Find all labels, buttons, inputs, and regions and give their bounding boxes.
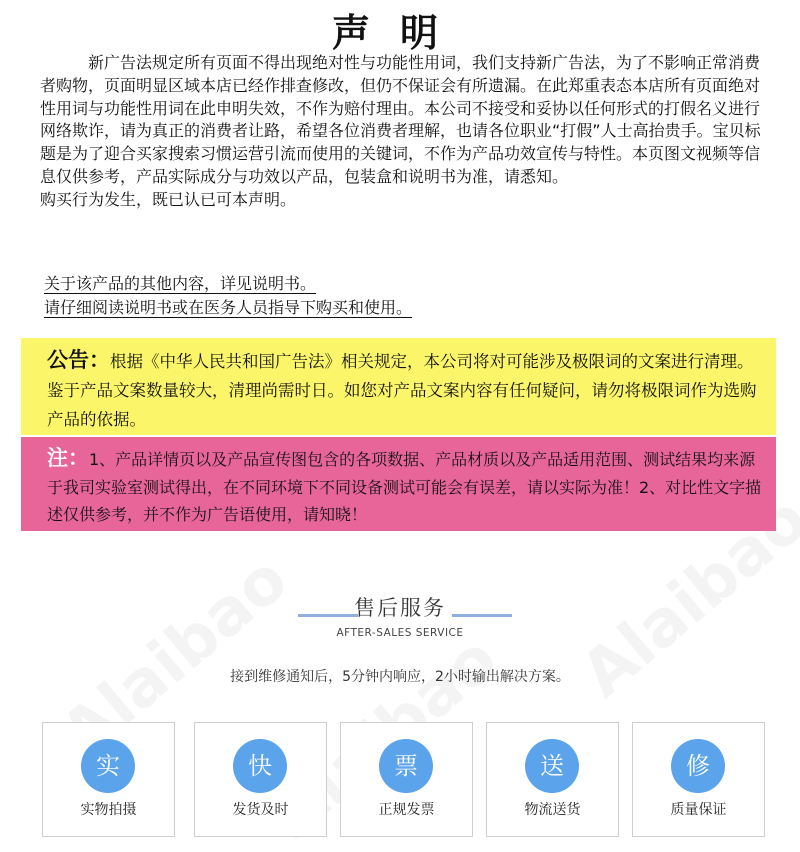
note-label: 注： <box>47 446 89 470</box>
photo-icon: 实 <box>81 739 135 793</box>
service-card-shipping <box>194 722 327 837</box>
service-label: 实物拍摄 <box>80 802 137 818</box>
delivery-icon: 送 <box>525 739 579 793</box>
service-card-invoice <box>340 722 473 837</box>
page-title: 声明 <box>331 11 468 55</box>
note-text: 1、产品详情页以及产品宣传图包含的各项数据、产品材质以及产品适用范围、测试结果均来源于我司实验室测试得出，在不同环境下不同设备测试可能会有误差，请以实际为准！2、对比性文字描述仅供参考，并不作为广告语使用，请知晓！ <box>47 450 762 524</box>
service-label: 物流送货 <box>524 802 581 818</box>
declaration-closing: 购买行为发生，既已认已可本声明。 <box>40 189 297 209</box>
repair-icon: 修 <box>671 739 725 793</box>
service-card-photo <box>42 722 175 837</box>
notice-label: 公告： <box>47 348 110 372</box>
notice-text: 根据《中华人民共和国广告法》相关规定，本公司将对可能涉及极限词的文案进行清理。鉴于产品文案数量较大，清理尚需时日。如您对产品文案内容有任何疑问，请勿将极限词作为选购产品的依据。 <box>47 352 757 429</box>
note-box <box>21 437 776 531</box>
invoice-icon: 票 <box>379 739 433 793</box>
manual-reference <box>44 272 412 320</box>
notice-box <box>21 338 776 435</box>
service-card-delivery <box>486 722 619 837</box>
declaration-paragraph <box>40 52 770 212</box>
after-sales-title: 售后服务 <box>354 596 446 620</box>
service-card-quality <box>632 722 765 837</box>
manual-link: 关于该产品的其他内容，详见说明书。 <box>44 274 317 293</box>
after-sales-description: 接到维修通知后，5分钟内响应，2小时输出解决方案。 <box>230 669 570 685</box>
service-label: 正规发票 <box>378 802 435 818</box>
declaration-text: 新广告法规定所有页面不得出现绝对性与功能性用词，我们支持新广告法，为了不影响正常消费者购物，页面明显区域本店已经作排查修改，但仍不保证会有所遗漏。在此郑重表态本店所有页面绝对性用词与功能性用词在此申明失效，不作为赔付理由。本公司不接受和妥协以任何形式的打假名义进行网络欺诈，请为真正的消费者让路，希望各位消费者理解，也请各位职业“打假”人士高抬贵手。宝贝标题是为了迎合买家搜索习惯运营引流而使用的关键词，不作为产品功效宣传与特性。本页图文视频等信息仅供参考，产品实际成分与功效以产品，包装盒和说明书为准，请悉知。 <box>40 53 761 186</box>
after-sales-subtitle: AFTER-SALES SERVICE <box>336 627 464 639</box>
fast-icon: 快 <box>233 739 287 793</box>
usage-link: 请仔细阅读说明书或在医务人员指导下购买和使用。 <box>44 298 413 317</box>
service-label: 发货及时 <box>232 802 289 818</box>
service-label: 质量保证 <box>670 802 727 818</box>
